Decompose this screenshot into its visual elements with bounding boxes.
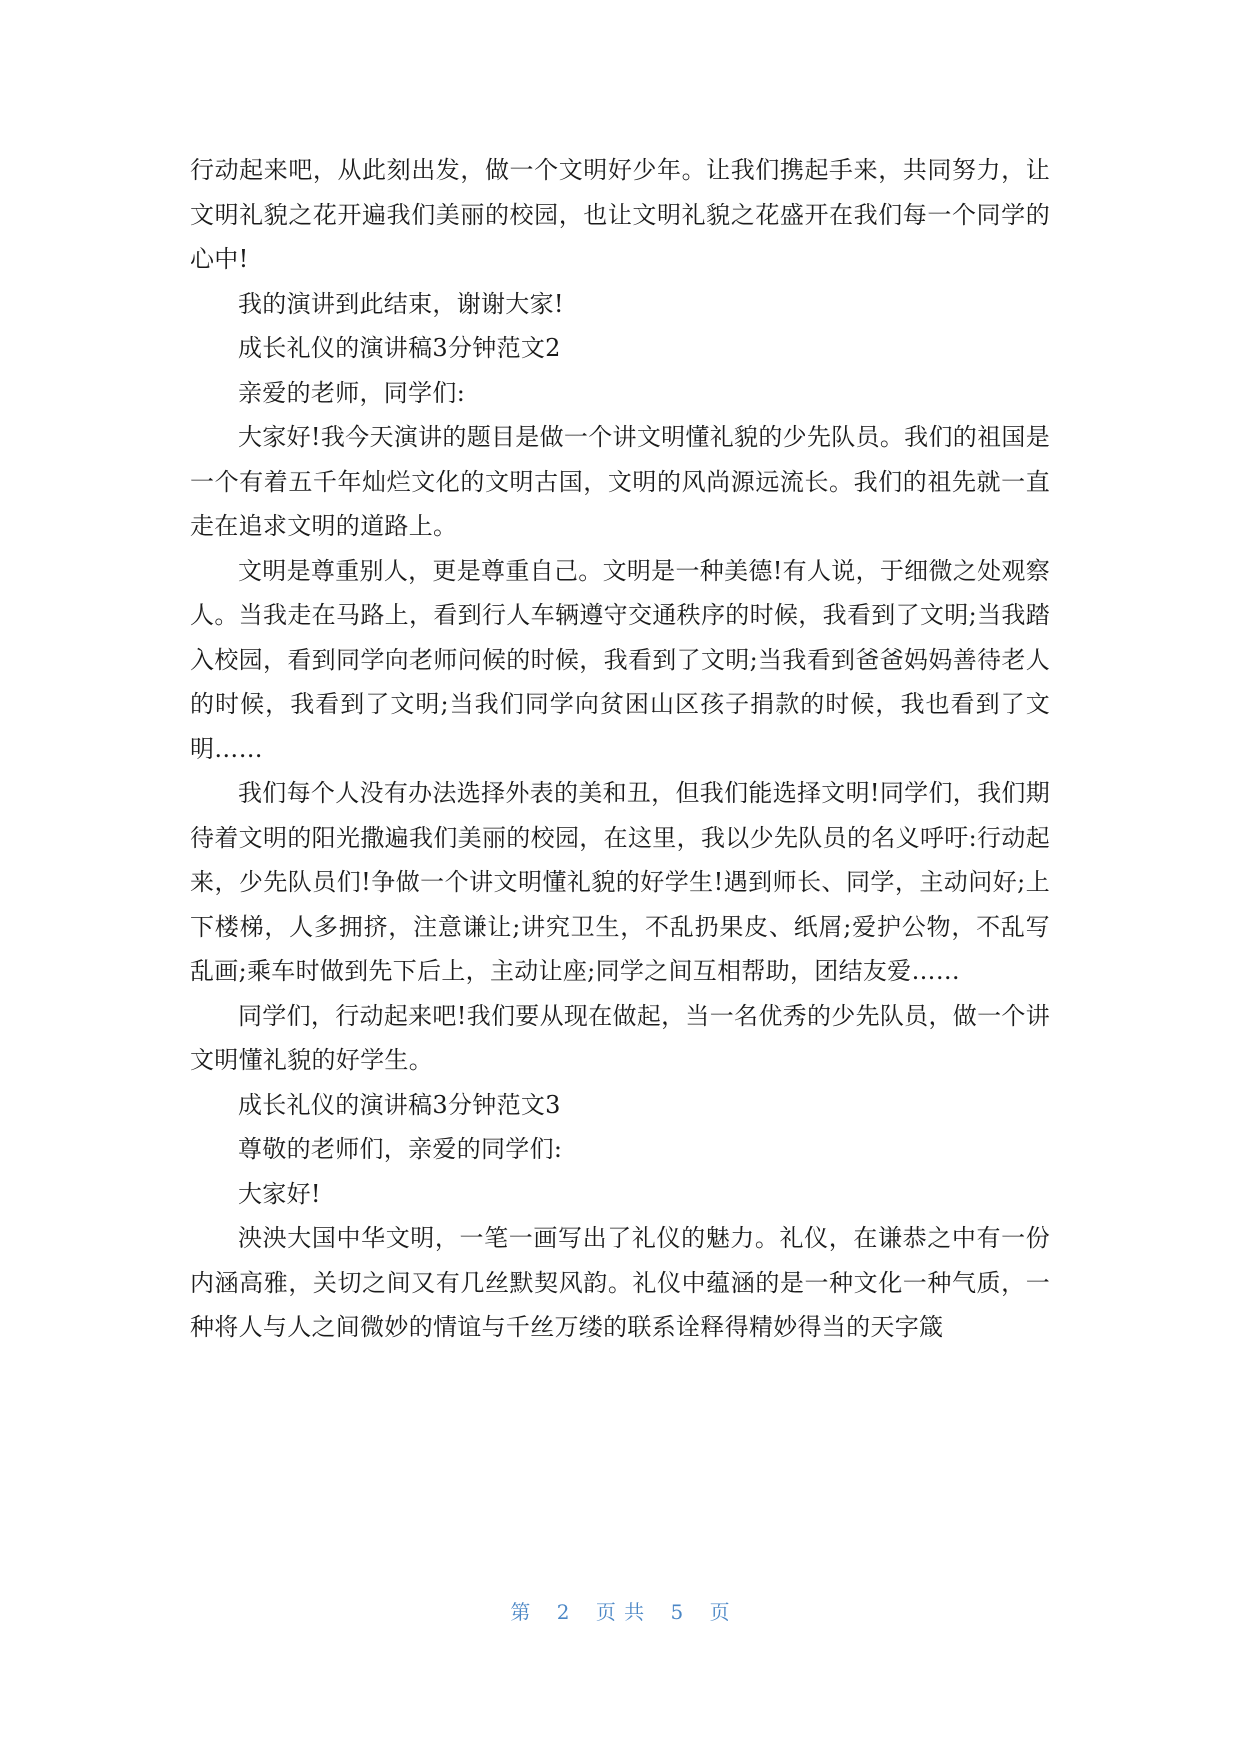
page-footer (0, 1596, 1241, 1625)
salutation: 尊敬的老师们，亲爱的同学们: (238, 1135, 563, 1163)
footer-label-end: 页 (709, 1600, 731, 1624)
paragraph: 泱泱大国中华文明，一笔一画写出了礼仪的魅力。礼仪，在谦恭之中有一份内涵高雅，关切之间又有几丝默契风韵。礼仪中蕴涵的是一种文化一种气质，一种将人与人之间微妙的情谊与千丝万缕的联系诠释得精妙得当的天字箴 (190, 1224, 1050, 1341)
paragraph: 同学们，行动起来吧!我们要从现在做起，当一名优秀的少先队员，做一个讲文明懂礼貌的好学生。 (190, 1001, 1050, 1074)
paragraph: 行动起来吧，从此刻出发，做一个文明好少年。让我们携起手来，共同努力，让文明礼貌之花开遍我们美丽的校园，也让文明礼貌之花盛开在我们每一个同学的心中! (190, 156, 1050, 273)
section-heading: 成长礼仪的演讲稿3分钟范文3 (238, 1090, 561, 1119)
paragraph: 文明是尊重别人，更是尊重自己。文明是一种美德!有人说，于细微之处观察人。当我走在马路上，看到行人车辆遵守交通秩序的时候，我看到了文明;当我踏入校园，看到同学向老师问候的时候，我看到了文明;当我看到爸爸妈妈善待老人的时候，我看到了文明;当我们同学向贫困山区孩子捐款的时候，我也看到了文明…… (190, 556, 1050, 763)
paragraph: 大家好!我今天演讲的题目是做一个讲文明懂礼貌的少先队员。我们的祖国是一个有着五千年灿烂文化的文明古国，文明的风尚源远流长。我们的祖先就一直走在追求文明的道路上。 (190, 423, 1050, 540)
total-pages-number: 5 (670, 1600, 685, 1624)
section-heading: 成长礼仪的演讲稿3分钟范文2 (238, 334, 561, 362)
greeting: 大家好! (238, 1179, 321, 1208)
paragraph: 我们每个人没有办法选择外表的美和丑，但我们能选择文明!同学们，我们期待着文明的阳光撒遍我们美丽的校园，在这里，我以少先队员的名义呼吁:行动起来，少先队员们!争做一个讲文明懂礼貌的好学生!遇到师长、同学，主动问好;上下楼梯，人多拥挤，注意谦让;讲究卫生，不乱扔果皮、纸屑;爱护公物，不乱写乱画;乘车时做到先下后上，主动让座;同学之间互相帮助，团结友爱…… (190, 779, 1050, 985)
footer-label-page: 第 (510, 1600, 532, 1624)
footer-label-of: 页 共 (595, 1600, 646, 1624)
salutation: 亲爱的老师，同学们: (238, 378, 466, 407)
current-page-number: 2 (556, 1600, 571, 1624)
document-body (190, 148, 1050, 1350)
paragraph: 我的演讲到此结束，谢谢大家! (238, 289, 564, 318)
